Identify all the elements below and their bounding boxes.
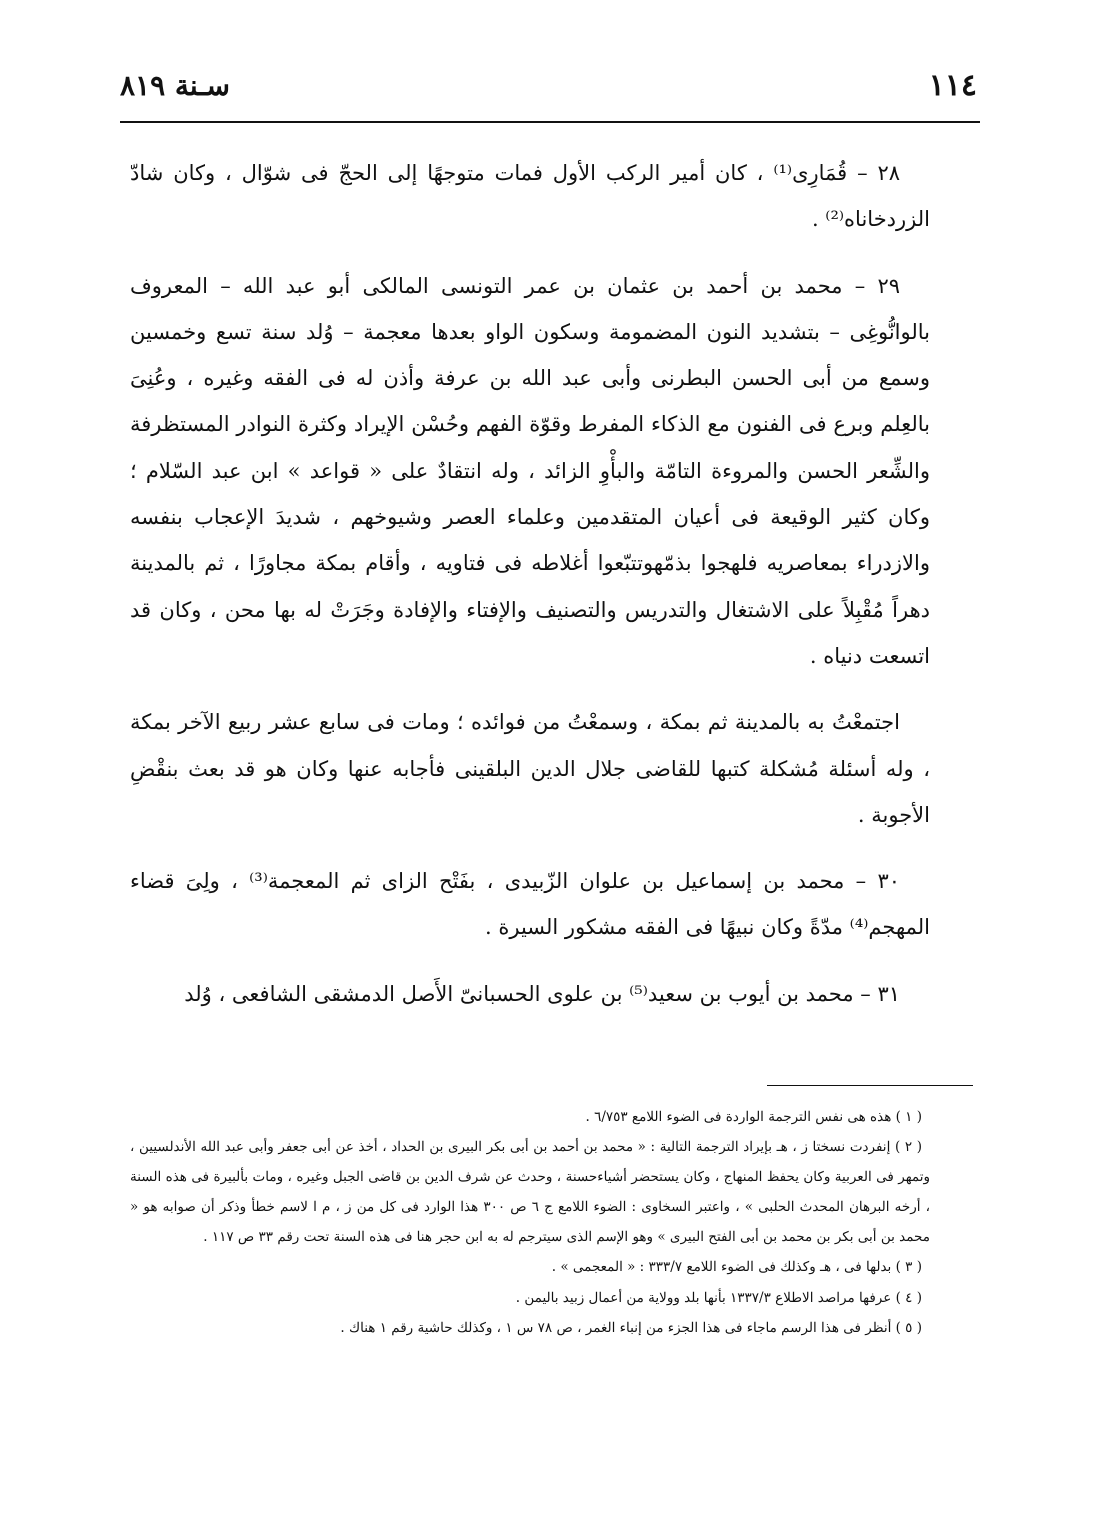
footnote-rule bbox=[767, 1085, 973, 1086]
entry-30: ٣٠ – محمد بن إسماعيل بن علوان الزّبيدى ، بفَتْح الزاى ثم المعجمة⁽³⁾ ، ولِىَ قضاء المهجم⁽⁴⁾ مدّةً وكان نبيهًا فى الفقه مشكور السيرة . bbox=[130, 869, 930, 940]
entry-28: ٢٨ – قُمَارِى⁽¹⁾ ، كان أمير الركب الأول فمات متوجهًا إلى الحجّ فى شوّال ، وكان شادّ الزردخاناه⁽²⁾ . bbox=[130, 161, 930, 232]
footnote-3: ( ٣ ) بدلها فى ، هـ وكذلك فى الضوء اللامع ٣٣٣/٧ : « المعجمى » . bbox=[551, 1259, 922, 1276]
page-number: ١١٤ bbox=[928, 68, 977, 103]
footnotes bbox=[130, 1102, 930, 1343]
entry-31: ٣١ – محمد بن أيوب بن سعيد⁽⁵⁾ بن علوى الحسبانىّ الأَصل الدمشقى الشافعى ، وُلد bbox=[184, 981, 900, 1006]
entry-29-continuation: اجتمعْتُ به بالمدينة ثم بمكة ، وسمعْتُ من فوائده ؛ ومات فى سابع عشر ربيع الآخر بمكة ، وله أسئلة مُشكلة كتبها للقاضى جلال الدين البلقينى فأجابه عنها وكان هو قد بعث بنقْضِ الأجوبة . bbox=[130, 710, 930, 827]
entry-29: ٢٩ – محمد بن أحمد بن عثمان بن عمر التونسى المالكى أبو عبد الله – المعروف بالوانُّوغِى – بتشديد النون المضمومة وسكون الواو بعدها معجمة – وُلد سنة تسع وخمسين وسمع من أبى الحسن البطرنى وأبى عبد الله بن عرفة وأذن له فى الفقه وغيره ، وعُنِىَ بالعِلم وبرع فى الفنون مع الذكاء المفرط وقوّة الفهم وحُسْن الإيراد وكثرة النوادر المستظرفة والشِّعر الحسن والمروءة التامّة والبأْوِ الزائد ، وله انتقادٌ على « قواعد » ابن عبد السّلام ؛ وكان كثير الوقيعة فى أعيان المتقدمين وعلماء العصر وشيوخهم ، شديدَ الإعجاب بنفسه والازدراء بمعاصريه فلهجوا بذمّهوتتبّعوا أغلاطه فى فتاويه ، وأقام بمكة مجاورًا ، ثم بالمدينة دهراً مُقْبِلاً على الاشتغال والتدريس والتصنيف والإفتاء والإفادة وجَرَتْ له بها محن ، وكان قد اتسعت دنياه . bbox=[130, 273, 930, 668]
main-text bbox=[130, 150, 930, 1017]
page-header bbox=[120, 66, 977, 110]
footnote-5: ( ٥ ) أنظر فى هذا الرسم ماجاء فى هذا الجزء من إنباء الغمر ، ص ٧٨ س ١ ، وكذلك حاشية رقم ١ هناك . bbox=[340, 1319, 922, 1336]
header-rule bbox=[120, 121, 980, 123]
footnote-2: ( ٢ ) إنفردت نسختا ز ، هـ بإيراد الترجمة التالية : « محمد بن أحمد بن أبى بكر البيرى بن الحداد ، أخذ عن أبى جعفر وأبى عبد الله الأندلسيين ، وتمهر فى العربية وكان يحفظ المنهاج ، وكان يستحضر أشياءحسنة ، وحدث عن شرف الدين بن قاضى الجبل وغيره ، ومات بألبيرة فى هذه السنة ، أرخه البرهان المحدث الحلبى » ، واعتبر السخاوى : الضوء اللامع ج ٦ ص ٣٠٠ هذا الوارد فى كل من ز ، م ا لاسم خطأ وذكر أن صوابه هو « محمد بن أبى بكر بن محمد بن أبى الفتح البيرى » وهو الإسم الذى سيترجم له به ابن حجر هنا فى هذه السنة تحت رقم ٣٣ ص ١١٧ . bbox=[130, 1139, 930, 1246]
running-head: سـنة ٨١٩ bbox=[120, 69, 230, 102]
footnote-1: ( ١ ) هذه هى نفس الترجمة الواردة فى الضوء اللامع ٦/٧٥٣ . bbox=[585, 1109, 922, 1125]
footnote-4: ( ٤ ) عرفها مراصد الاطلاع ١٣٣٧/٣ بأنها بلد وولاية من أعمال زبيد باليمن . bbox=[515, 1289, 922, 1306]
